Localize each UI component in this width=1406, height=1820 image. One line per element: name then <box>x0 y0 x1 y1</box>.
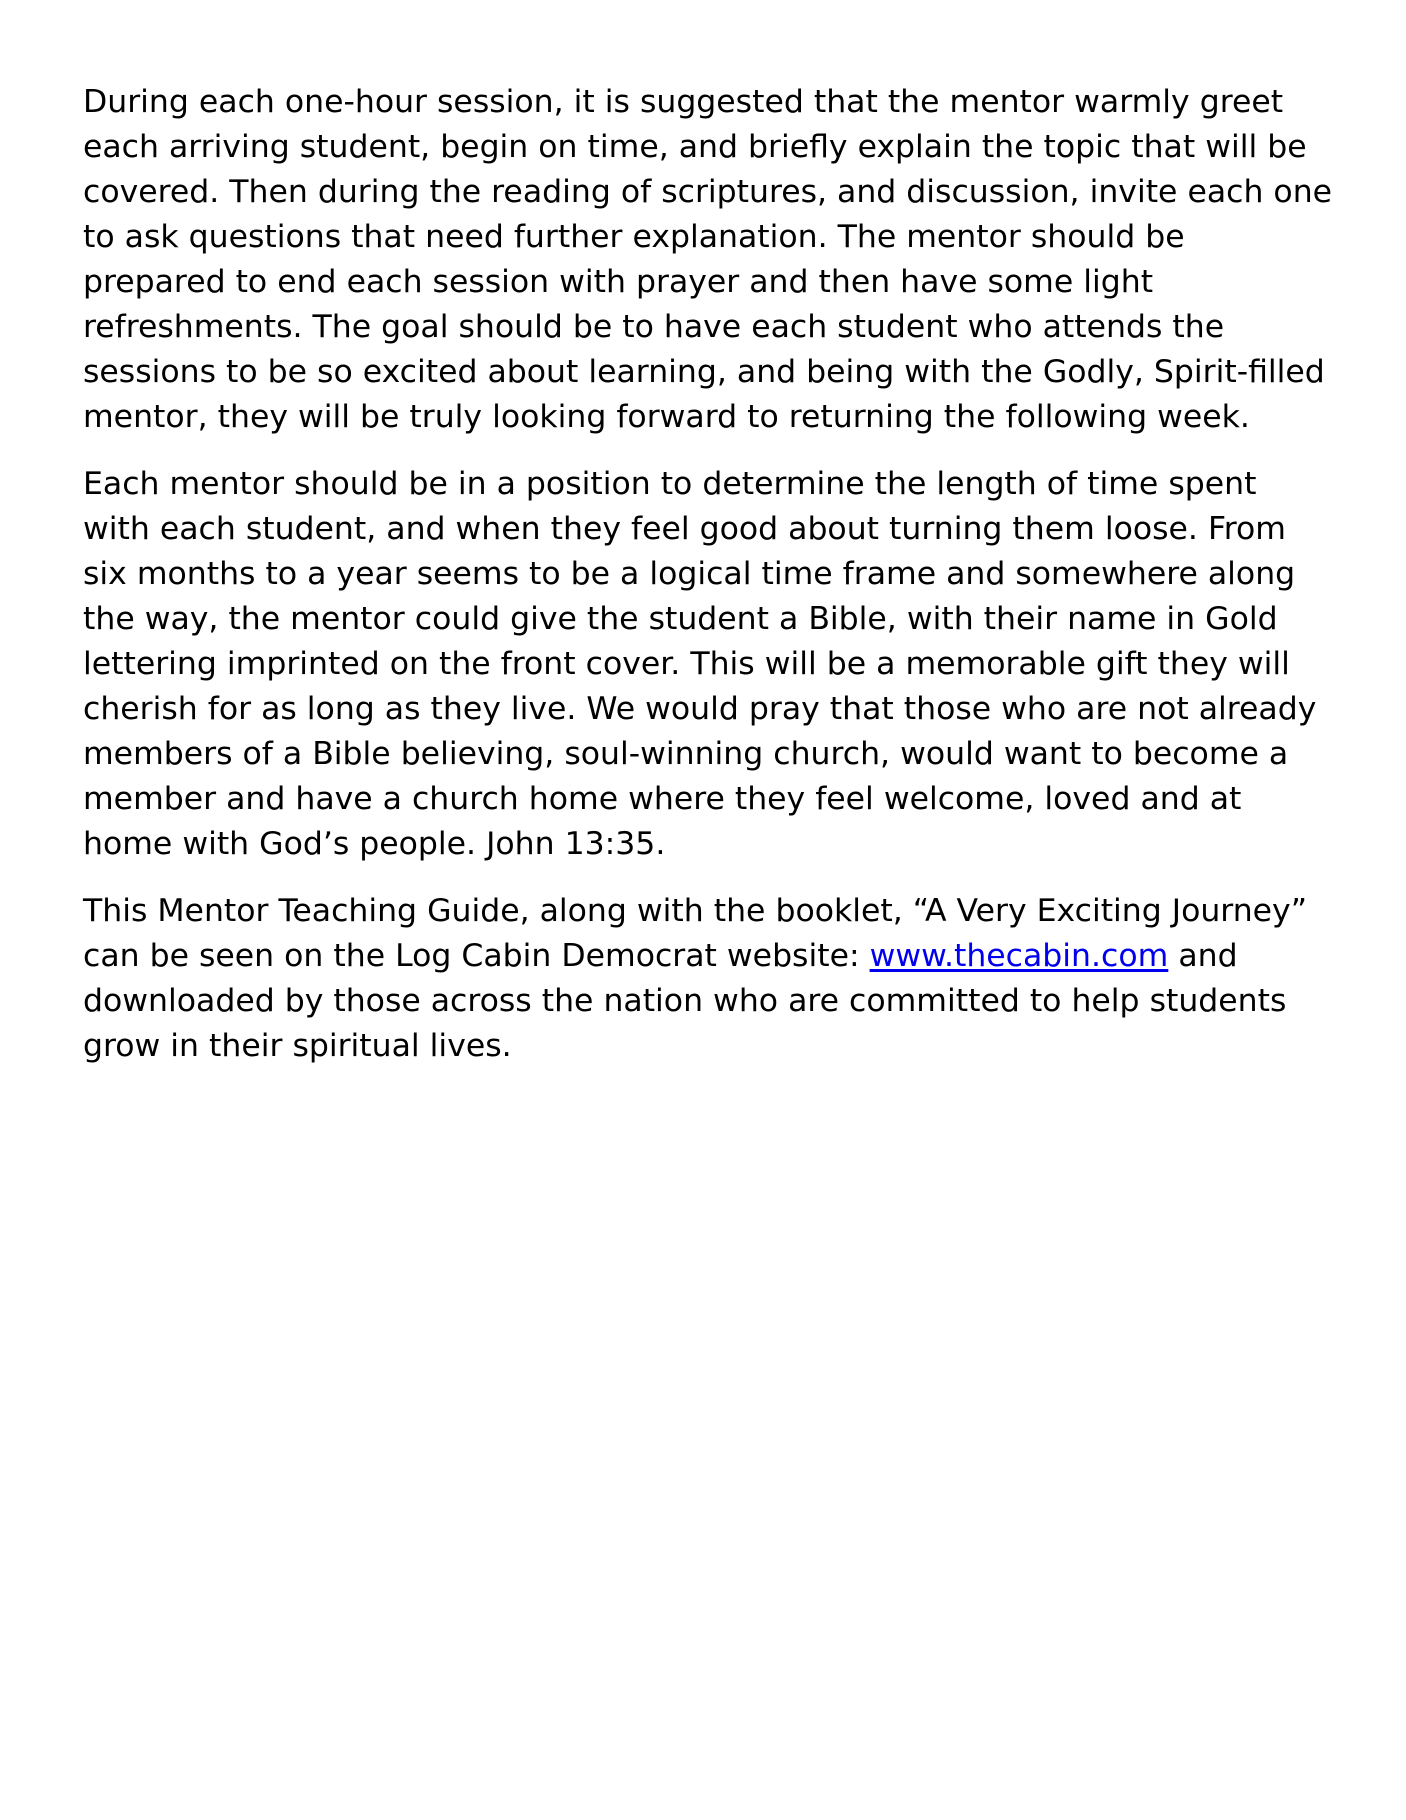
document-page <box>83 80 1333 1091</box>
paragraph-session-guidance: During each one-hour session, it is suggested that the mentor warmly greet each arriving student, begin on time, and briefly explain the topic that will be covered. Then during the reading of scriptures, and discussion, invite each one to ask questions that need further explanation. The mentor should be prepared to end each session with prayer and then have some light refreshments. The goal should be to have each student who attends the sessions to be so excited about learning, and being with the Godly, Spirit-filled mentor, they will be truly looking forward to returning the following week. <box>83 84 1333 435</box>
website-link[interactable]: www.thecabin.com <box>869 938 1169 974</box>
paragraph-teaching-guide-availability <box>83 889 1333 1069</box>
paragraph-text-before-link: This Mentor Teaching Guide, along with the booklet, “A Very Exciting Journey” can be seen on the Log Cabin Democrat website: <box>83 893 1308 974</box>
paragraph-text-after-link: and downloaded by those across the nation who are committed to help students grow in their spiritual lives. <box>83 938 1287 1064</box>
paragraph-mentor-duration: Each mentor should be in a position to determine the length of time spent with each student, and when they feel good about turning them loose. From six months to a year seems to be a logical time frame and somewhere along the way, the mentor could give the student a Bible, with their name in Gold lettering imprinted on the front cover. This will be a memorable gift they will cherish for as long as they live. We would pray that those who are not already members of a Bible believing, soul-winning church, would want to become a member and have a church home where they feel welcome, loved and at home with God’s people. John 13:35. <box>83 466 1317 862</box>
